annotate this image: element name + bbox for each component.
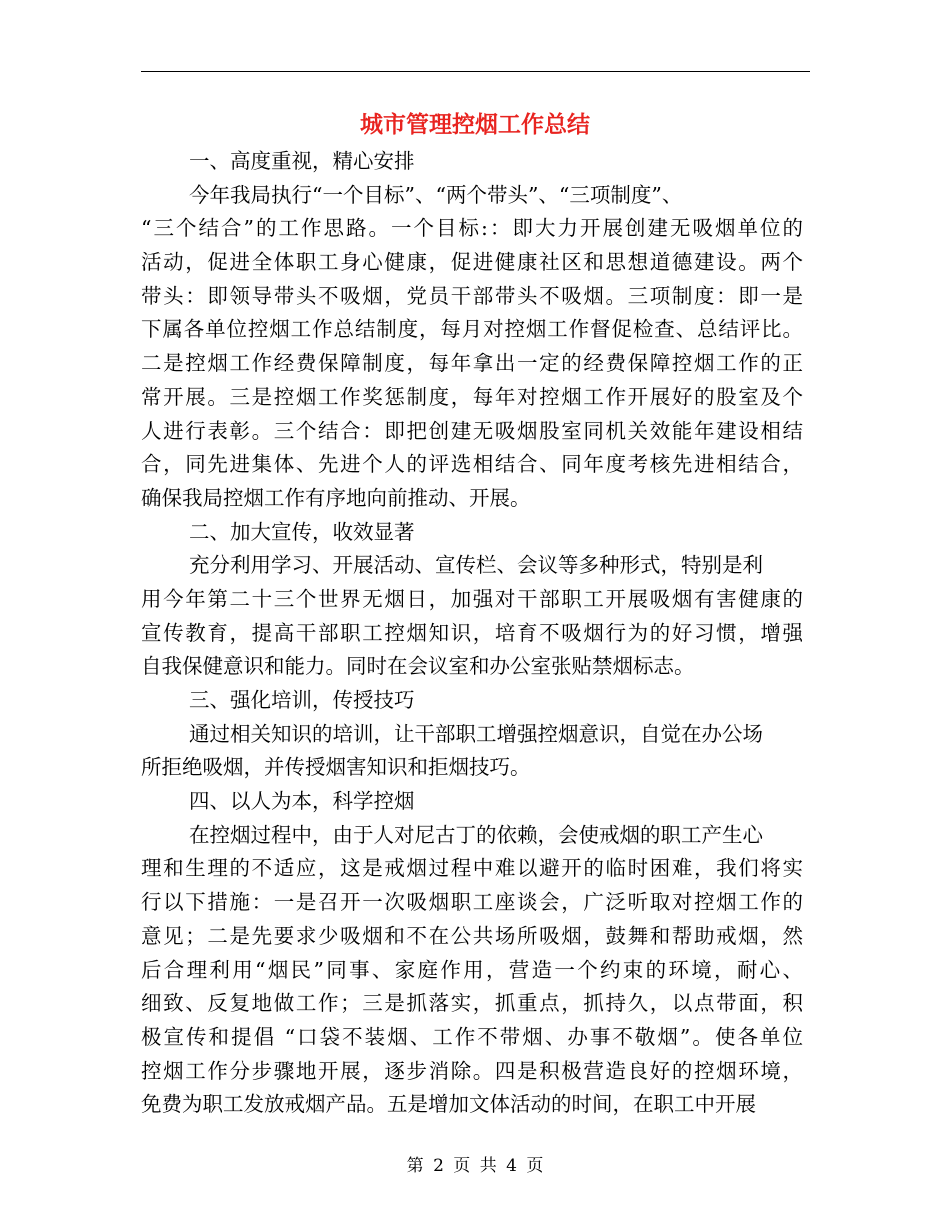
paragraph-line: 行以下措施：一是召开一次吸烟职工座谈会，广泛听取对控烟工作的 [141,890,803,915]
paragraph-line: 常开展。三是控烟工作奖惩制度，每年对控烟工作开展好的股室及个 [141,384,803,409]
paragraph-line: 合，同先进集体、先进个人的评选相结合、同年度考核先进相结合， [141,452,803,477]
paragraph-first-line: 通过相关知识的培训，让干部职工增强控烟意识，自觉在办公场 [189,721,763,746]
paragraph-line: 下属各单位控烟工作总结制度，每月对控烟工作督促检查、总结评比。 [141,317,803,342]
paragraph-line: 自我保健意识和能力。同时在会议室和办公室张贴禁烟标志。 [141,654,695,679]
document-body [141,145,803,1122]
paragraph-line: 意见；二是先要求少吸烟和不在公共场所吸烟，鼓舞和帮助戒烟，然 [141,923,803,948]
page-number: 第 2 页 共 4 页 [406,1156,544,1176]
paragraph-line: 极宣传和提倡 “口袋不装烟、工作不带烟、办事不敬烟”。使各单位 [141,1024,803,1049]
paragraph-first-line: 四、以人为本，科学控烟 [189,789,415,814]
paragraph-line: 用今年第二十三个世界无烟日，加强对干部职工开展吸烟有害健康的 [141,586,803,611]
paragraph-line: 细致、反复地做工作；三是抓落实，抓重点，抓持久，以点带面，积 [141,991,803,1016]
paragraph-first-line: 今年我局执行“一个目标”、“两个带头”、“三项制度”、 [189,182,683,207]
paragraph-first-line: 在控烟过程中，由于人对尼古丁的依赖，会使戒烟的职工产生心 [189,822,763,847]
paragraph-line: 二是控烟工作经费保障制度，每年拿出一定的经费保障控烟工作的正 [141,351,803,376]
paragraph-line: 活动，促进全体职工身心健康，促进健康社区和思想道德建设。两个 [141,250,803,275]
paragraph-first-line: 一、高度重视，精心安排 [189,149,415,173]
paragraph-first-line: 三、强化培训，传授技巧 [189,688,415,712]
paragraph-line: 人进行表彰。三个结合：即把创建无吸烟股室同机关效能年建设相结 [141,418,803,443]
paragraph-line: 所拒绝吸烟，并传授烟害知识和拒烟技巧。 [141,755,531,780]
paragraph-line: 带头：即领导带头不吸烟，党员干部带头不吸烟。三项制度：即一是 [141,283,803,308]
paragraph-first-line: 二、加大宣传，收效显著 [189,519,415,544]
paragraph-line: 免费为职工发放戒烟产品。五是增加文体活动的时间，在职工中开展 [141,1092,756,1117]
paragraph-first-line: 充分利用学习、开展活动、宣传栏、会议等多种形式，特别是利 [189,553,763,578]
header-rule [141,71,810,72]
document-title: 城市管理控烟工作总结 [360,111,590,138]
paragraph-line: 后合理利用“烟民”同事、家庭作用，营造一个约束的环境，耐心、 [141,957,803,982]
paragraph-line: 理和生理的不适应，这是戒烟过程中难以避开的临时困难，我们将实 [141,856,803,881]
paragraph-line: “三个结合”的工作思路。一个目标:：即大力开展创建无吸烟单位的 [141,216,803,241]
paragraph-line: 宣传教育，提高干部职工控烟知识，培育不吸烟行为的好习惯，增强 [141,620,803,645]
paragraph-line: 确保我局控烟工作有序地向前推动、开展。 [141,485,531,510]
paragraph-line: 控烟工作分步骤地开展，逐步消除。四是积极营造良好的控烟环境， [141,1058,803,1083]
